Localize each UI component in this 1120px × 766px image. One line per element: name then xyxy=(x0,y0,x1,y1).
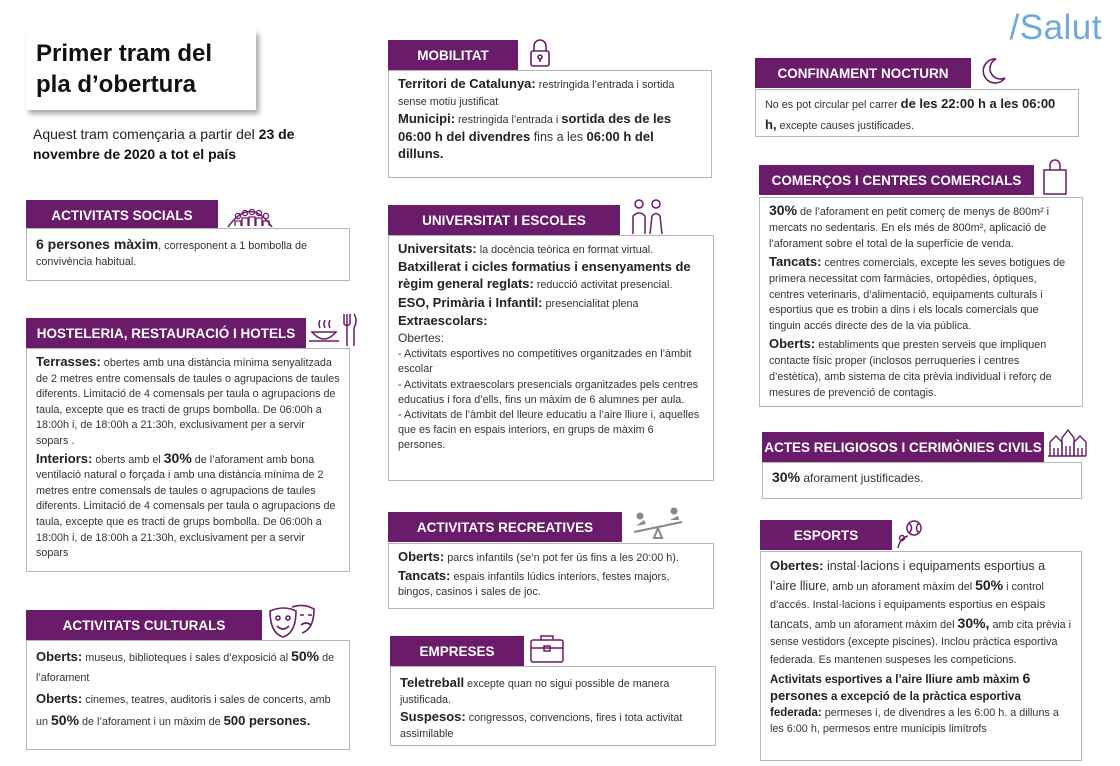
esports-o-t3: i control d’accés. Instal·lacions i equipaments esportius en xyxy=(770,580,1044,611)
comercos-header: COMERÇOS I CENTRES COMERCIALS xyxy=(759,165,1034,195)
cultural-o1-text: museus, biblioteques i sales d’exposició al xyxy=(82,652,292,664)
theater-masks-icon xyxy=(266,603,318,641)
cultural-o1-pct: 50% xyxy=(291,648,320,664)
socials-text: , corresponent a 1 bombolla de convivència habitual. xyxy=(36,240,308,268)
recreatives-o-text: parcs infantils (se’n pot fer ús fins a les 20:00 h). xyxy=(444,552,679,564)
hostel-header: HOSTELERIA, RESTAURACIÓ I HOTELS xyxy=(26,318,306,348)
cultural-o1-end: de l’aforament xyxy=(36,652,335,684)
empreses-header: EMPRESES xyxy=(390,636,524,666)
mobilitat-fins: fins a les xyxy=(530,129,587,144)
esports-a-num: 6 xyxy=(1022,670,1031,686)
comercos-box xyxy=(759,197,1083,407)
page-title xyxy=(36,38,246,100)
univ-x-label: Extraescolars: xyxy=(398,312,488,328)
moon-icon xyxy=(978,56,1008,86)
socials-box xyxy=(26,228,350,281)
esports-o-pct: 50% xyxy=(975,576,1004,593)
esports-o-pct2: 30%, xyxy=(957,614,990,631)
univ-x-sub: Obertes: xyxy=(398,331,445,346)
recreatives-tancats xyxy=(398,568,704,601)
esports-o-t4: espais tancats xyxy=(770,597,1046,631)
esports-a-text2: permeses i, de divendres a les 6:00 h. a dilluns a les 6:00 h, permesos entre municipis limítrofs xyxy=(770,707,1059,735)
mobilitat-municipi-label: Municipi: xyxy=(398,111,456,126)
recreatives-header: ACTIVITATS RECREATIVES xyxy=(388,512,622,542)
univ-batxillerat xyxy=(398,259,704,293)
univ-item-1: - Activitats esportives no competitives organitzades en l’àmbit escolar xyxy=(398,348,692,376)
mobilitat-municipi xyxy=(398,111,702,164)
seesaw-icon xyxy=(632,506,684,540)
univ-box xyxy=(388,235,714,481)
univ-u-text: la docència teòrica en format virtual. xyxy=(476,244,654,256)
cultural-box xyxy=(26,640,350,750)
briefcase-icon xyxy=(529,632,565,664)
esports-a-label2: persones xyxy=(770,688,828,703)
salut-logo: /Salut xyxy=(1009,8,1102,47)
esports-o-t2: , amb un aforament màxim del xyxy=(826,580,976,593)
univ-extraescolars xyxy=(398,313,704,330)
cultural-o2-mid: de l’aforament i un màxim de xyxy=(79,716,224,728)
cultural-header: ACTIVITATS CULTURALS xyxy=(26,610,262,640)
religiosos-pct: 30% xyxy=(772,469,801,485)
univ-item-2: - Activitats extraescolars presencials organitzades pels centres educatius i fora d’ells, fins un màxim de 6 alumnes per aula. xyxy=(398,378,699,406)
cultural-o1-label: Oberts: xyxy=(36,649,83,664)
mobilitat-dilluns: 06:00 h del dilluns. xyxy=(398,128,654,161)
univ-obertes xyxy=(398,331,704,347)
univ-b-label: Batxillerat i cicles formatius i ensenyaments de règim general reglats: xyxy=(398,259,691,292)
recreatives-o-label: Oberts: xyxy=(398,549,445,564)
comercos-p1: de l’aforament en petit comerç de menys de 800m² i mercats no sedentaris. En els més de 800m², aplicació de l’aforament sobre el total de la superfície de venda. xyxy=(769,206,1050,250)
cultural-o2-label: Oberts: xyxy=(36,691,83,706)
title-line-1: Primer tram del xyxy=(36,40,213,67)
comercos-aforament xyxy=(769,203,1073,253)
recreatives-box xyxy=(388,543,714,609)
esports-header: ESPORTS xyxy=(760,520,892,550)
comercos-o-label: Oberts: xyxy=(769,336,816,352)
intro-date: 23 de novembre de 2020 a tot el país xyxy=(33,126,295,162)
interiors-text-2: de l’aforament amb bona ventilació natural o forçada i amb una distància mínima de 2 metres entre comensals de taules o agrupacions de taules diferents. Limitació de 4 comensals per taula o agrupacions de taula, excepte que es tracti de grups bombolla. De 06:00h a 18:00h i, de 18:00h a 21:30h, exclusivament per a servir sopars xyxy=(36,453,336,560)
esports-o-t1: instal·lacions i equipaments esportius a l’aire lliure xyxy=(770,559,1046,593)
cultural-o2-text: cinemes, teatres, auditoris i sales de concerts, amb un xyxy=(36,694,331,728)
terrasses-label: Terrasses: xyxy=(36,354,101,369)
cultural-o2-pct: 50% xyxy=(51,712,80,728)
cultural-o2-num: 500 persones. xyxy=(223,713,311,728)
mobilitat-territori-text: restringida l’entrada i sortida sense motiu justificat xyxy=(398,79,675,108)
religiosos-header: ACTES RELIGIOSOS I CERIMÒNIES CIVILS xyxy=(762,432,1044,462)
students-icon xyxy=(628,196,668,236)
interiors-label: Interiors: xyxy=(36,450,93,466)
terrasses-text: obertes amb una distància mínima senyalitzada de 2 metres entre comensals de taules o agrupacions de taules diferents. Limitació de 4 comensals per taula o agrupacions de taula, excepte que es tracti de grups bombolla. De 06:00h a 18:00h i, de 18:00h a 21:30h, exclusivament per a servir sopars . xyxy=(36,357,340,447)
shopping-bag-icon xyxy=(1040,158,1070,196)
hostel-box xyxy=(26,348,350,572)
cultural-museums xyxy=(36,646,340,688)
cultural-cinemas xyxy=(36,689,340,732)
mobilitat-territori-label: Territori de Catalunya: xyxy=(398,76,536,91)
empreses-t-label: Teletreball xyxy=(400,675,465,690)
padlock-icon xyxy=(528,38,552,68)
univ-item-3: - Activitats de l’àmbit del lleure educatiu a l’aire lliure i, aquelles que es facin en espais interiors, en grups de màxim 6 persones. xyxy=(398,409,700,452)
hostel-interiors xyxy=(36,451,340,562)
dining-icon xyxy=(306,308,358,348)
mobilitat-box xyxy=(388,70,712,178)
empreses-t-text: excepte quan no sigui possible de manera justificada. xyxy=(400,678,670,706)
hostel-terrasses xyxy=(36,354,340,450)
esports-box xyxy=(760,551,1082,761)
confinament-box xyxy=(755,89,1079,137)
religiosos-text: aforament justificades. xyxy=(800,471,924,485)
empreses-teletreball xyxy=(400,675,706,708)
intro-text-1: Aquest tram començaria a partir del xyxy=(33,126,259,142)
religiosos-box xyxy=(762,462,1082,499)
building-columns-icon xyxy=(1046,426,1088,458)
socials-strong: 6 persones màxim xyxy=(36,236,159,252)
people-group-icon xyxy=(226,200,274,228)
esports-a-text1: a excepció de la pràctica esportiva federada: xyxy=(770,691,1021,719)
sports-ball-icon xyxy=(894,518,926,550)
mobilitat-municipi-text: restringida l’entrada i xyxy=(455,114,562,126)
interiors-text-1: oberts amb el xyxy=(92,453,164,466)
socials-header: ACTIVITATS SOCIALS xyxy=(26,200,218,230)
confinament-text-1: No es pot circular pel carrer xyxy=(765,99,901,111)
recreatives-t-label: Tancats: xyxy=(398,567,451,583)
esports-o-label: Obertes: xyxy=(770,558,824,573)
empreses-box xyxy=(390,666,716,746)
comercos-oberts xyxy=(769,336,1073,402)
mobilitat-sortida: sortida des de les 06:00 h del divendres xyxy=(398,111,672,144)
confinament-header: CONFINAMENT NOCTURN xyxy=(755,58,971,88)
comercos-t-text: centres comercials, excepte les seves botigues de primera necessitat com farmàcies, ortopèdies, òptiques, centres veterinaris, d’alimentació, equipaments culturals i esportius que es trobin a dins i els locals comercials que tinguin accés directe des de la via pública. xyxy=(769,256,1066,333)
confinament-text-2: excepte causes justificades. xyxy=(776,120,914,132)
interiors-pct: 30% xyxy=(163,449,192,466)
empreses-suspesos xyxy=(400,709,706,742)
univ-b-text: reducció activitat presencial. xyxy=(533,279,673,292)
confinament-hours: de les 22:00 h a les 06:00 h, xyxy=(765,96,1056,132)
univ-eso xyxy=(398,295,704,312)
esports-o-t5: , amb un aforament màxim del xyxy=(808,618,958,631)
comercos-pct: 30% xyxy=(769,202,798,218)
esports-obertes xyxy=(770,557,1072,669)
esports-aire-lliure xyxy=(770,670,1072,737)
univ-u-label: Universitats: xyxy=(398,241,477,256)
empreses-s-text: congressos, convencions, fires i tota activitat assimilable xyxy=(400,712,683,740)
title-line-2: pla d’obertura xyxy=(36,71,197,98)
comercos-tancats xyxy=(769,254,1073,336)
mobilitat-territori xyxy=(398,76,702,110)
intro-text xyxy=(33,124,333,164)
mobilitat-header: MOBILITAT xyxy=(388,40,518,70)
esports-a-label: Activitats esportives a l’aire lliure amb màxim xyxy=(770,674,1023,686)
esports-o-t6: amb cita prèvia i sense vestidors (excepte piscines). Inclou pràctica esportiva federada. Es mantenen suspeses les competicions. xyxy=(770,618,1072,666)
univ-universitats xyxy=(398,241,704,258)
univ-header: UNIVERSITAT I ESCOLES xyxy=(388,205,620,235)
recreatives-oberts xyxy=(398,549,704,567)
univ-e-label: ESO, Primària i Infantil: xyxy=(398,294,543,310)
comercos-o-text: establiments que presten serveis que impliquen contacte físic proper (inclosos perruqueries i centres d’estètica), amb sistema de cita prèvia individual i reforç de mesures de prevenció de contagis. xyxy=(769,339,1052,399)
comercos-t-label: Tancats: xyxy=(769,253,822,269)
recreatives-t-text: espais infantils lúdics interiors, festes majors, bingos, casinos i sales de joc. xyxy=(398,570,670,599)
empreses-s-label: Suspesos: xyxy=(400,709,466,725)
univ-e-text: presencialitat plena xyxy=(542,297,639,310)
title-box xyxy=(26,30,256,110)
